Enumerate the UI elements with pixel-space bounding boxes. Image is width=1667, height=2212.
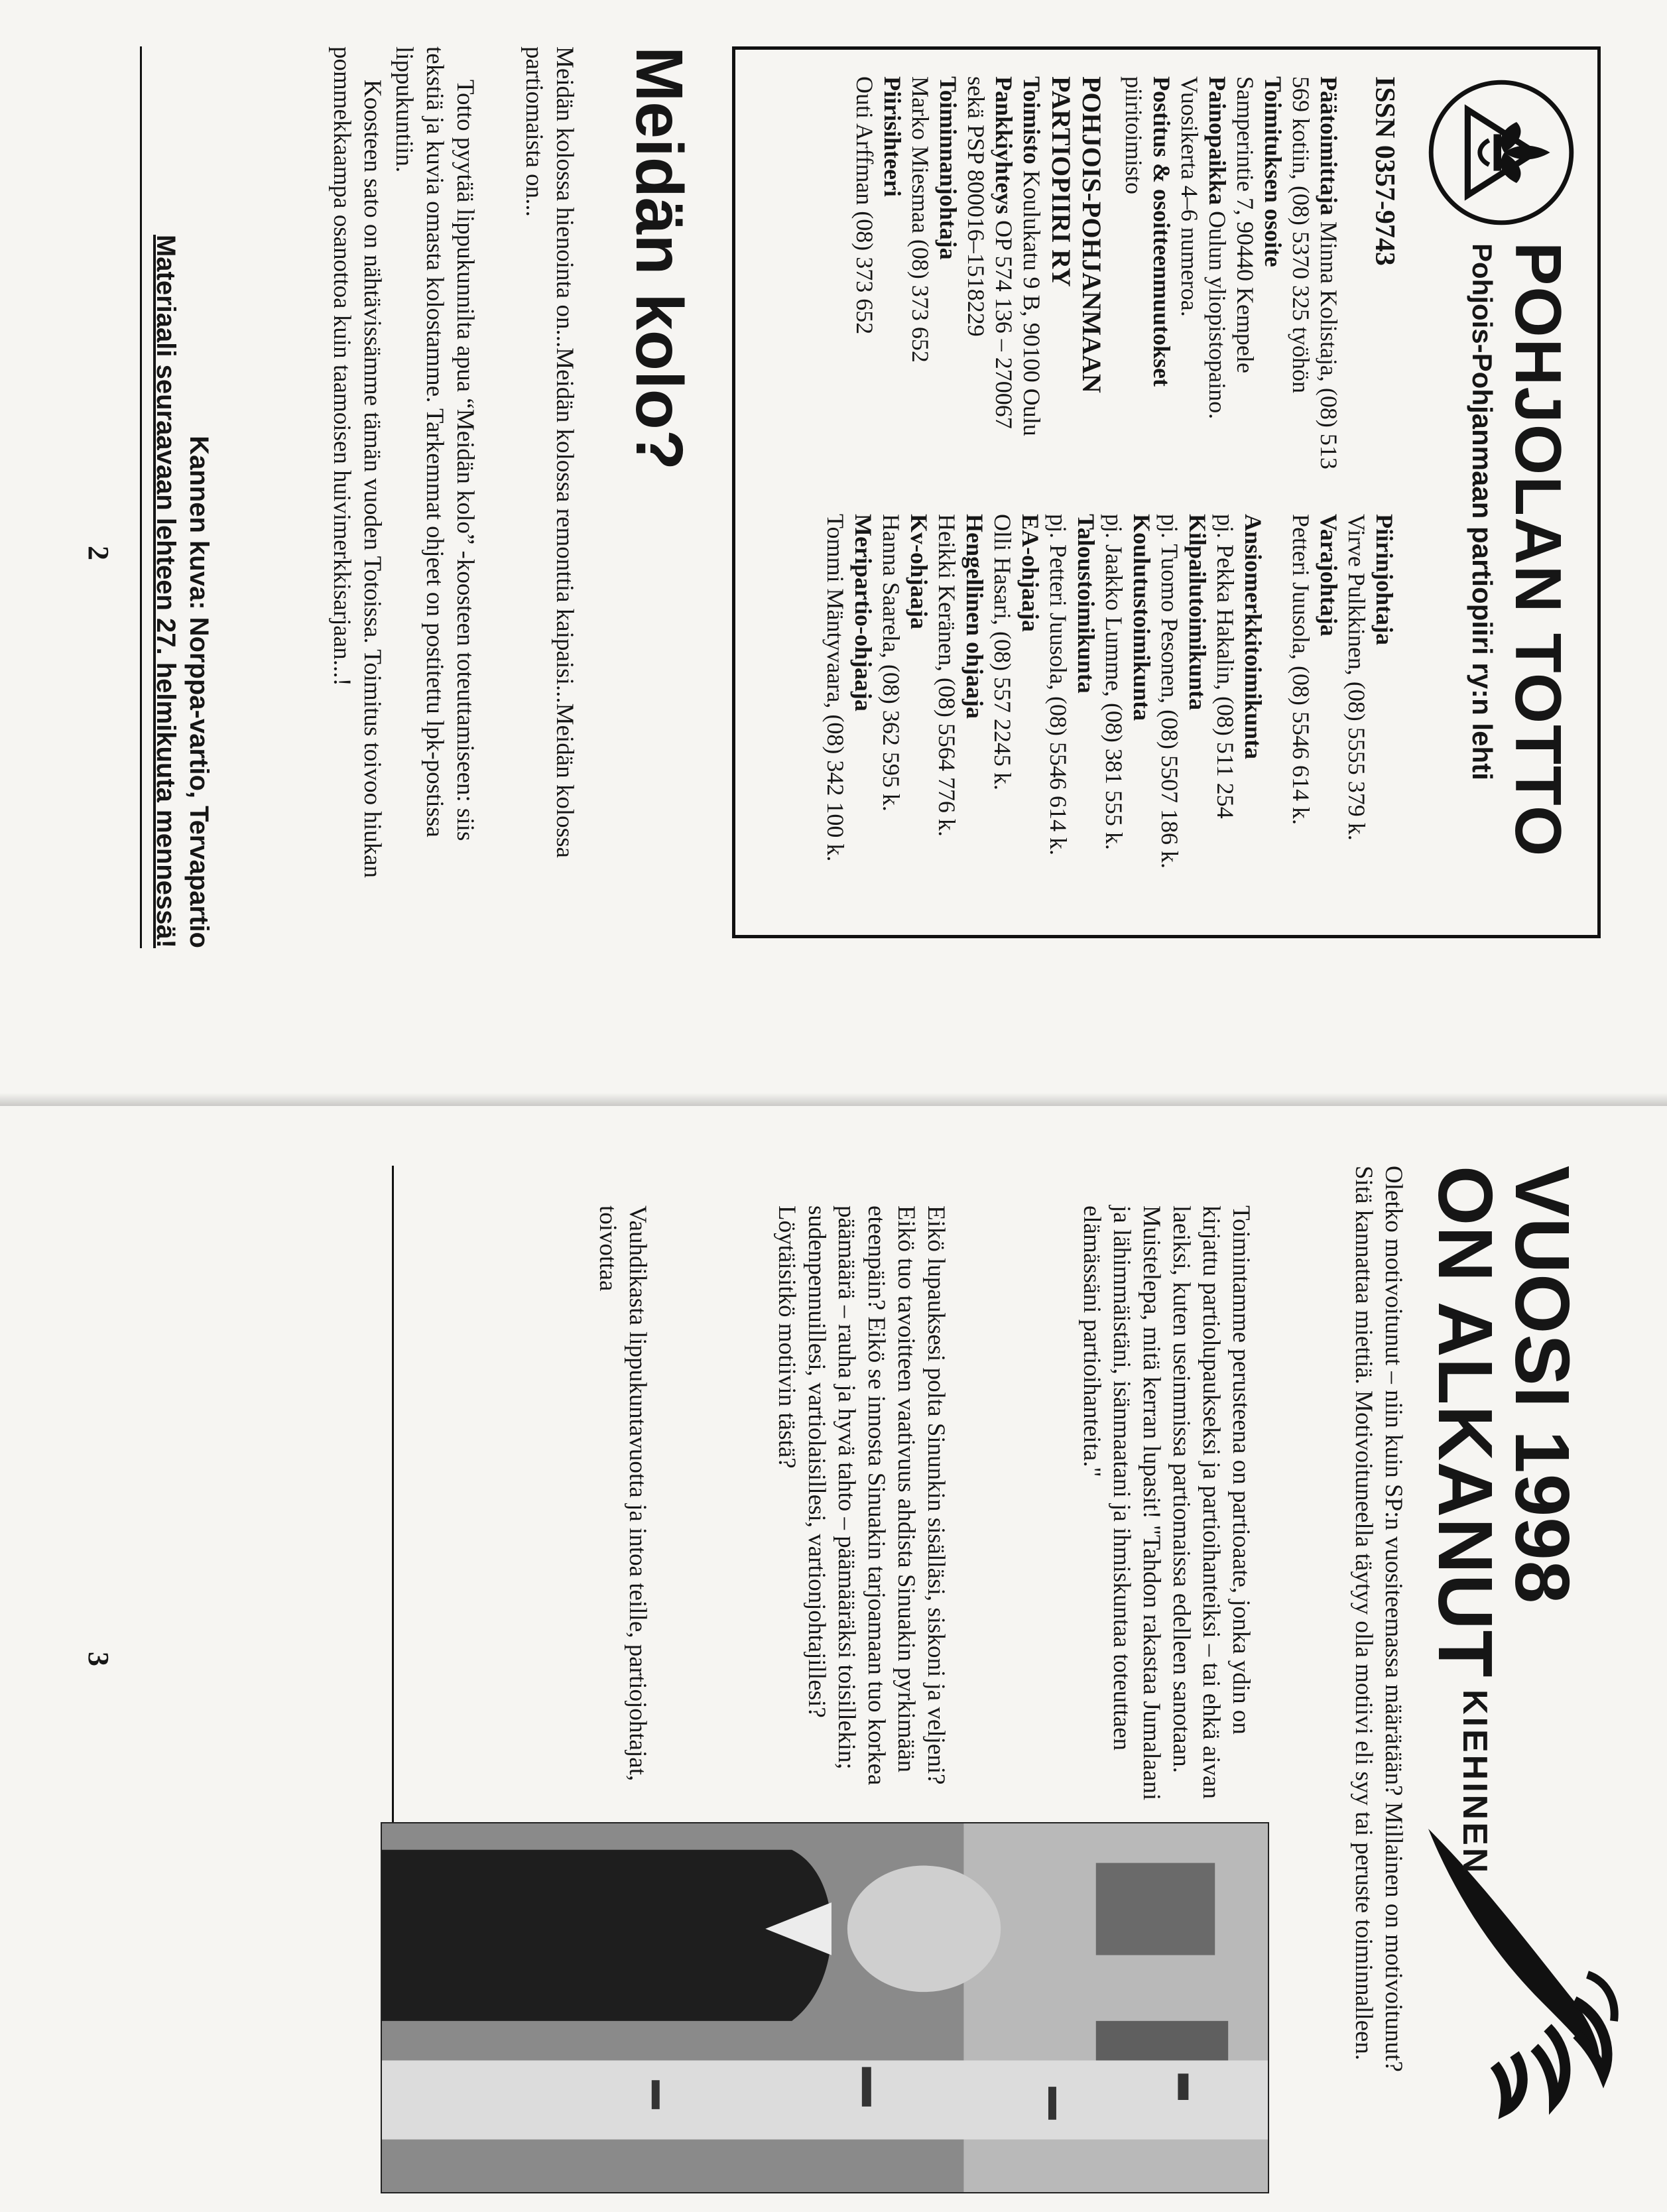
training-entry: Koulutustoimikunta pj. Jaakko Lumme, (08) 381 555 k.: [1101, 514, 1155, 850]
office-entry: Toimisto Koulukatu 9 B, 90100 Oulu: [1019, 76, 1045, 436]
page-number: 3: [82, 1652, 115, 1666]
finance-entry: Taloustoimikunta pj. Petteri Juusola, (08) 5546 614 k.: [1045, 514, 1099, 855]
kiehinen-logo-icon: [1408, 1802, 1627, 2120]
kolo-paragraph: Meidän kolossa hienointa on...Meidän kolossa remonttia kaipaisi...Meidän kolossa partiomaista on...: [521, 46, 578, 858]
kolo-heading: Meidän kolo?: [622, 46, 696, 470]
issn: ISSN 0357-9743: [1369, 76, 1400, 266]
article-title: [1422, 1166, 1585, 1762]
article-paragraph: Eikö lupauksesi polta Sinunkin sisälläsi, siskoni ja veljeni? Eikö tuo tavoitteen vaativuus ahdista Sinuakin pyrkimään eteenpäin? Eikö se innosta Sinuakin tarjoamaan tuo korkea päämäärä – rauha ja hyvä tahto – päämääräksi toisillekin; sudenpennuillesi, vartiolaisillesi, vartionjohtajillesi? Löytäisitkö motiivin tästä?: [773, 1205, 950, 1786]
org-name: POHJOIS-POHJANMAAN PARTIOPIIRI RY: [1046, 76, 1107, 393]
bank-entry: Pankkiyhteys OP 574 136 – 270067 sekä PSP 800016–1518229: [963, 76, 1017, 429]
competition-entry: Kilpailutoimikunta pj. Tuomo Pesonen, (08) 5507 186 k.: [1156, 514, 1211, 869]
deputy-entry: Varajohtaja Petteri Juusola, (08) 5546 614 k.: [1288, 514, 1342, 825]
leader-entry: Piirinjohtaja Virve Pulkkinen, (08) 5555 379 k.: [1343, 514, 1398, 841]
divider: [392, 1166, 394, 1829]
title-line: VUOSI 1998: [1499, 1166, 1585, 1605]
printer-entry: Painopaikka Oulun yliopistopaino.: [1204, 76, 1231, 420]
magazine-title: POHJOLAN TOTTO: [1502, 242, 1575, 858]
cover-caption: Kannen kuva: Norppa-vartio, Tervapartio: [184, 436, 214, 948]
spiritual-entry: Hengellinen ohjaaja Heikki Keränen, (08) 5564 776 k.: [934, 514, 988, 837]
page-number: 2: [82, 546, 115, 560]
frequency-entry: Vuosikerta 4–6 numeroa.: [1176, 76, 1203, 317]
title-line: ON ALKANUT: [1422, 1166, 1509, 1678]
sea-entry: Meripartio-ohjaaja Tommi Mäntyvaara, (08) 342 100 k.: [822, 514, 877, 862]
ea-entry: EA-ohjaaja Olli Hasari, (08) 557 2245 k.: [989, 514, 1044, 790]
kolo-paragraph: Koosteen sato on nähtävissämme tämän vuoden Totoissa. Toimitus toivoo hiukan pommekkaampa osanottoa kuin taamoisen huivimerkkisarjaan...!: [328, 46, 386, 879]
article-paragraph: Vauhdikasta lippukuntavuotta ja intoa teille, partiojohtajat, toivottaa: [594, 1205, 651, 1782]
publisher-info: [851, 76, 1398, 474]
district-officials: [822, 514, 1398, 925]
page-3: [0, 1106, 1667, 2212]
scout-emblem-icon: [1425, 76, 1577, 229]
mailing-entry: Postitus & osoitteenmuutokset piiritoimisto: [1121, 76, 1175, 387]
deadline-notice: Materiaali seuraavaan lehteen 27. helmikuuta mennessä!: [151, 234, 180, 948]
address-entry: Toimituksen osoite Samperintie 7, 90440 Kempele: [1232, 76, 1286, 373]
kv-entry: Kv-ohjaaja Hanna Saarela, (08) 362 595 k.: [878, 514, 932, 812]
divider: [140, 46, 142, 948]
badge-entry: Ansiomerkkitoimikunta pj. Pekka Hakalin, (08) 511 254: [1212, 514, 1266, 819]
magazine-subtitle: Pohjois-Pohjanmaan partiopiiri ry:n lehti: [1467, 243, 1498, 780]
masthead-box: [732, 46, 1601, 938]
column-label: KIEHINEN: [1455, 1690, 1494, 1876]
secretary-entry: Piirisihteeri Outi Arffman (08) 373 652: [851, 76, 906, 335]
article-paragraph: Toimintamme perusteena on partioaate, jonka ydin on kirjattu partiolupaukseksi ja partioihanteiksi – tai ehkä aivan laeiksi, kuten useimmissa partiomaissa edelleen sanotaan. Muistelepa, mitä kerran lupasit! "Tahdon rakastaa Jumalaani ja lähimmäistäni, isänmaatani ja ihmiskuntaa toteuttaen elämässäni partioihanteita.": [1078, 1205, 1255, 1801]
article-intro: Oletko motivoitunut – niin kuin SP:n vuositeemassa määrätään? Millainen on motivoitunut? Sitä kannattaa miettiä. Motivoituneella täytyy olla motiivi eli syy tai peruste toiminnalleen.: [1350, 1166, 1407, 2072]
editor-entry: Päätoimittaja Minna Kolistaja, (08) 513 569 kotiin, (08) 5370 325 työhön: [1288, 76, 1342, 469]
kolo-paragraph: Totto pyytää lippukunnilta apua “Meidän kolo” -koosteen toteuttamiseen: siis tekstiä ja kuvia omasta kolostamme. Tarkemmat ohjeet on postitettu lpk-postissa lippukuntiin.: [391, 46, 479, 841]
portrait-photo: [381, 1822, 1269, 2193]
exec-entry: Toiminnanjohtaja Marko Miesmaa (08) 373 652: [907, 76, 961, 363]
